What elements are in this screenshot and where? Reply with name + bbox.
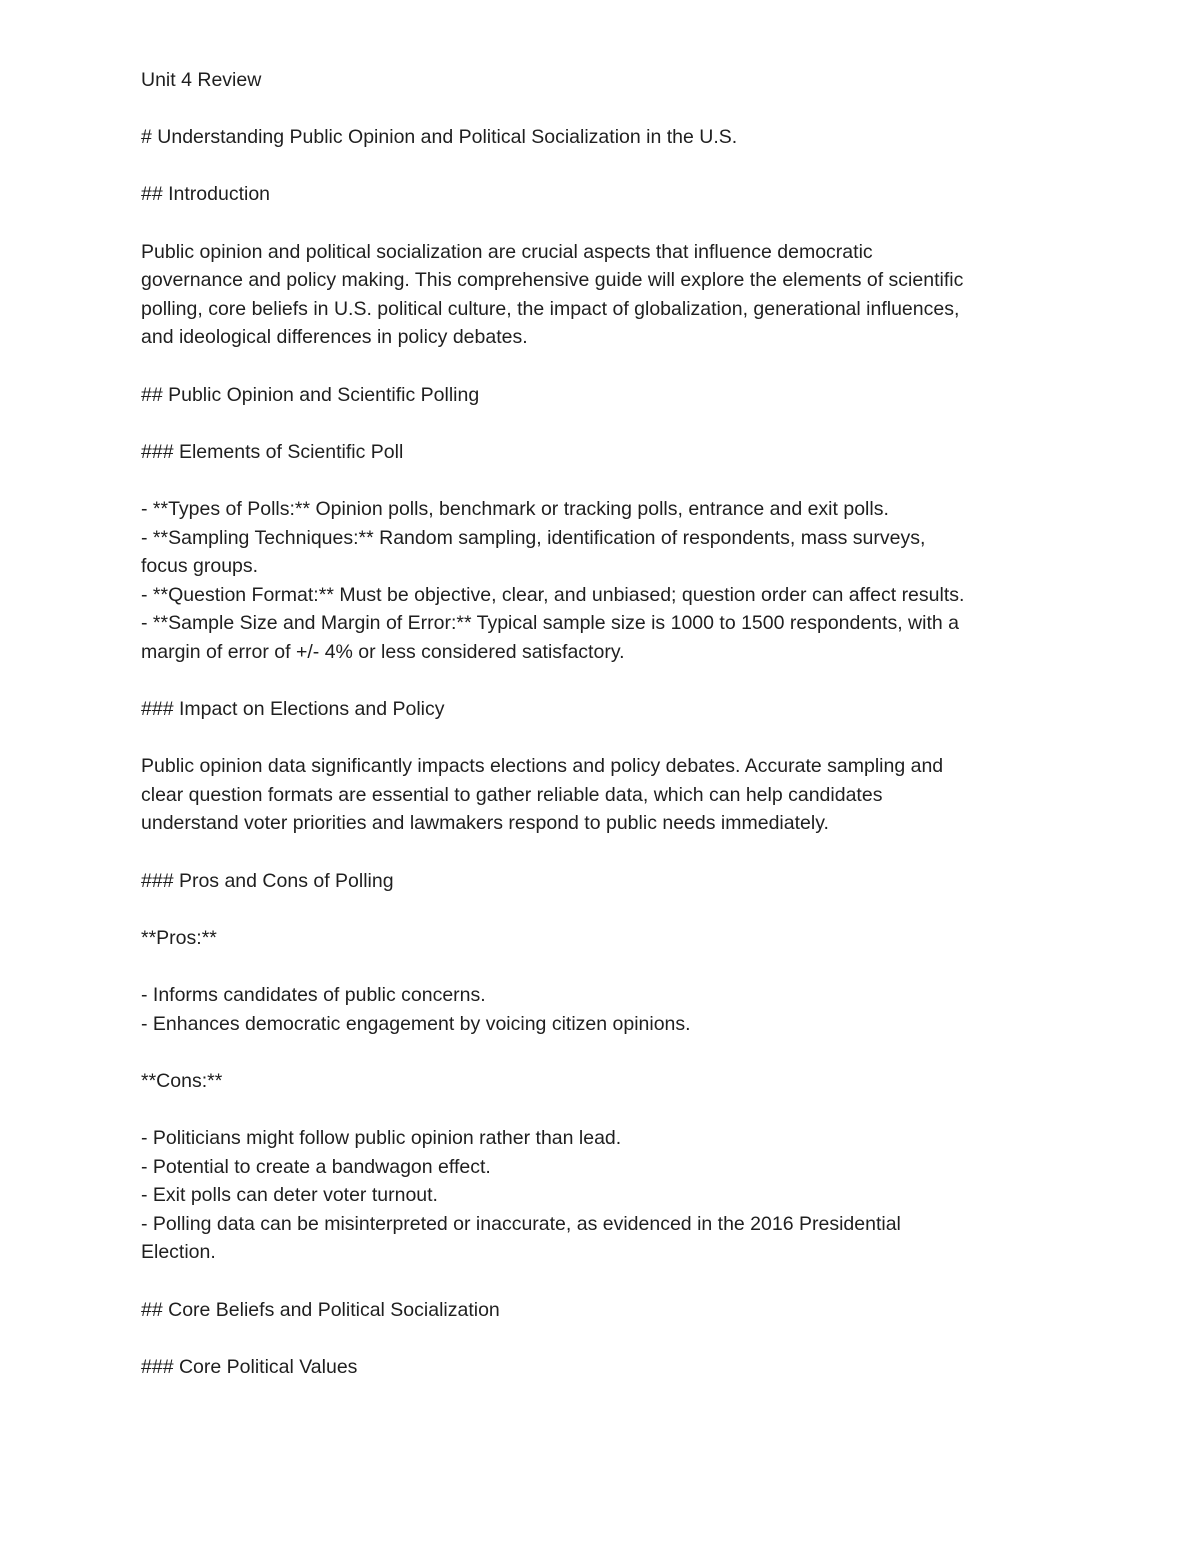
proscons-heading: ### Pros and Cons of Polling <box>141 869 394 892</box>
document-header: Unit 4 Review <box>141 69 262 91</box>
core-heading: ## Core Beliefs and Political Socialization <box>141 1298 500 1321</box>
list-item-continuation: Election. <box>141 1241 216 1264</box>
list-item: - **Sample Size and Margin of Error:** Typical sample size is 1000 to 1500 respondents, with a <box>141 612 959 635</box>
paragraph-line: governance and policy making. This comprehensive guide will explore the elements of scientific <box>141 269 964 292</box>
intro-heading: ## Introduction <box>141 183 271 206</box>
cons-list <box>141 1124 1071 1267</box>
list-item: - **Question Format:** Must be objective, clear, and unbiased; question order can affect results. <box>141 583 965 606</box>
paragraph-line: Public opinion and political socialization are crucial aspects that influence democratic <box>141 240 873 263</box>
elements-heading: ### Elements of Scientific Poll <box>141 440 404 463</box>
pros-label: **Pros:** <box>141 926 217 949</box>
list-item: - Politicians might follow public opinion rather than lead. <box>141 1126 622 1149</box>
list-item: - **Sampling Techniques:** Random sampling, identification of respondents, mass surveys, <box>141 526 926 549</box>
paragraph-line: and ideological differences in policy debates. <box>141 326 528 349</box>
impact-paragraph <box>141 752 1071 838</box>
list-item: - Enhances democratic engagement by voicing citizen opinions. <box>141 1012 691 1035</box>
list-item: - Informs candidates of public concerns. <box>141 984 486 1006</box>
list-item-continuation: focus groups. <box>141 555 259 578</box>
values-heading: ### Core Political Values <box>141 1355 358 1378</box>
elements-list <box>141 495 1071 667</box>
list-item: - **Types of Polls:** Opinion polls, benchmark or tracking polls, entrance and exit polls. <box>141 497 889 520</box>
list-item: - Potential to create a bandwagon effect. <box>141 1155 491 1178</box>
list-item: - Exit polls can deter voter turnout. <box>141 1184 438 1207</box>
pros-list <box>141 981 1071 1038</box>
document-body <box>141 66 1071 1381</box>
paragraph-line: understand voter priorities and lawmakers respond to public needs immediately. <box>141 812 829 835</box>
paragraph-line: Public opinion data significantly impacts elections and policy debates. Accurate sampling and <box>141 755 944 778</box>
impact-heading: ### Impact on Elections and Policy <box>141 698 445 721</box>
paragraph-line: polling, core beliefs in U.S. political culture, the impact of globalization, generational influences, <box>141 297 960 320</box>
list-item-continuation: margin of error of +/- 4% or less considered satisfactory. <box>141 640 625 663</box>
paragraph-line: clear question formats are essential to gather reliable data, which can help candidates <box>141 783 883 806</box>
cons-label: **Cons:** <box>141 1069 223 1092</box>
intro-paragraph <box>141 238 1071 352</box>
polling-heading: ## Public Opinion and Scientific Polling <box>141 383 480 406</box>
list-item: - Polling data can be misinterpreted or inaccurate, as evidenced in the 2016 Presidential <box>141 1212 901 1235</box>
document-title: # Understanding Public Opinion and Political Socialization in the U.S. <box>141 126 738 149</box>
